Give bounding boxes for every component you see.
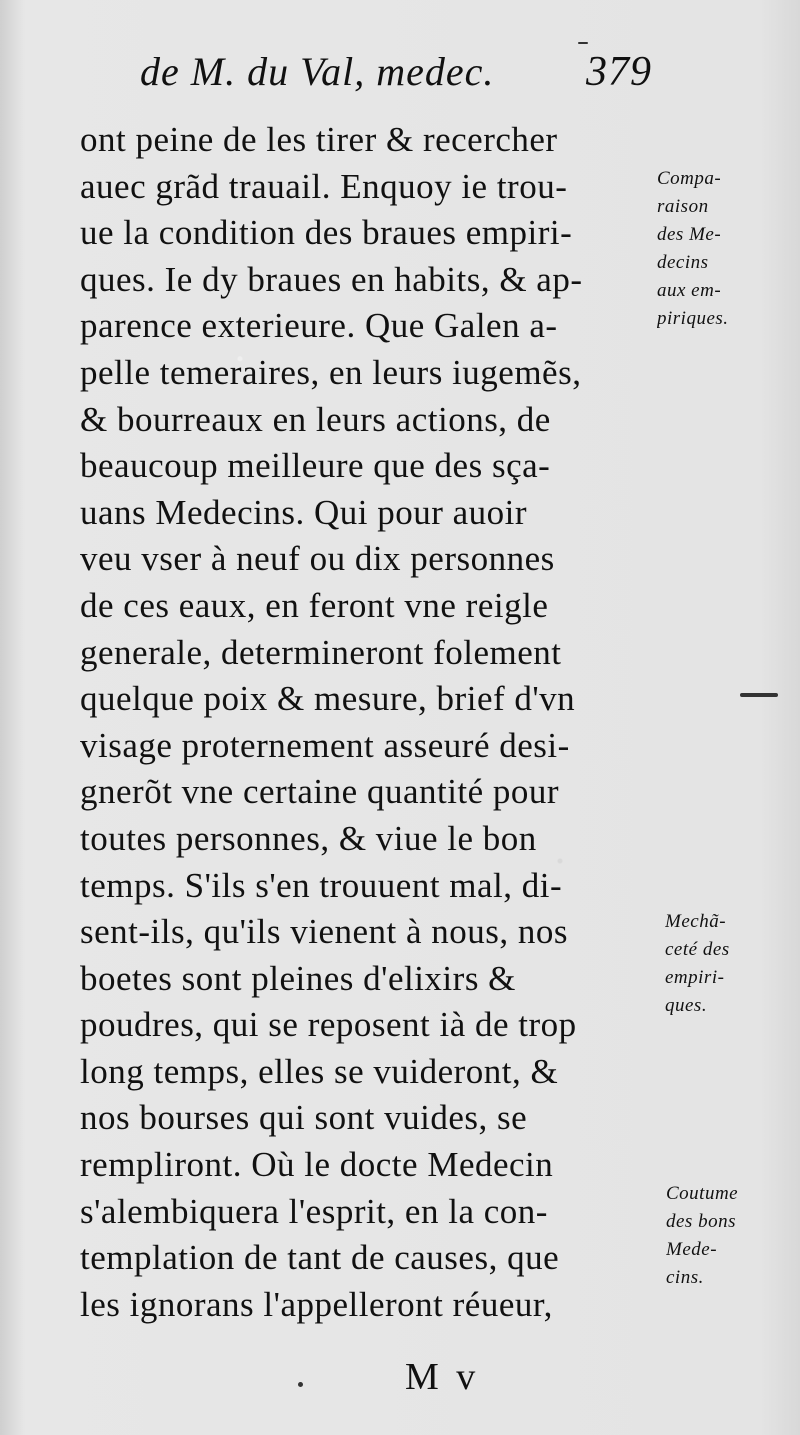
signature-mark: M v (405, 1356, 480, 1398)
text-line: nos bourses qui sont vuides, se (80, 1098, 528, 1138)
text-line: de ces eaux, en feront vne reigle (80, 585, 549, 625)
text-line: boetes sont pleines d'elixirs & (80, 958, 516, 998)
ink-mark (740, 693, 778, 697)
text-line: ue la condition des braues empiri- (80, 213, 573, 253)
margin-note-line: empiri- (665, 967, 725, 988)
ink-mark (578, 42, 588, 44)
text-line: pelle temeraires, en leurs iugemẽs, (80, 352, 582, 392)
margin-note-line: aux em- (657, 280, 722, 301)
text-line: & bourreaux en leurs actions, de (80, 399, 551, 439)
running-head: de M. du Val, medec. (140, 49, 495, 94)
text-line: toutes personnes, & viue le bon (80, 818, 537, 858)
text-line: ont peine de les tirer & recercher (80, 120, 558, 159)
margin-note-line: raison (657, 196, 709, 217)
text-line: veu vser à neuf ou dix personnes (80, 539, 555, 579)
text-line: temps. S'ils s'en trouuent mal, di- (80, 865, 563, 905)
text-line: quelque poix & mesure, brief d'vn (80, 679, 576, 719)
margin-note-line: piriques. (657, 308, 729, 329)
ink-dot (298, 1382, 303, 1387)
text-line: templation de tant de causes, que (80, 1238, 560, 1278)
margin-note-line: Compa- (657, 168, 722, 189)
text-line: les ignorans l'appelleront réueur, (80, 1284, 553, 1324)
margin-note-line: ceté des (665, 939, 730, 960)
margin-note-line: des Me- (657, 224, 722, 245)
page-number: 379 (586, 49, 652, 95)
text-line: visage proternement asseuré desi- (80, 725, 570, 765)
margin-note-mechancete (665, 908, 790, 1020)
text-line: s'alembiquera l'esprit, en la con- (80, 1191, 548, 1231)
text-line: rempliront. Où le docte Medecin (80, 1145, 554, 1185)
margin-note-coutume (666, 1180, 791, 1292)
text-line: ques. Ie dy braues en habits, & ap- (80, 259, 583, 299)
text-line: gnerõt vne certaine quantité pour (80, 772, 560, 812)
margin-note-line: Coutume (666, 1183, 739, 1204)
text-line: uans Medecins. Qui pour auoir (80, 492, 528, 532)
margin-note-line: ques. (665, 995, 708, 1016)
text-line: beaucoup meilleure que des sça- (80, 446, 551, 486)
margin-note-comparison (657, 165, 782, 333)
page-header (140, 48, 660, 104)
text-line: long temps, elles se vuideront, & (80, 1051, 559, 1091)
margin-note-line: Mechã- (665, 911, 727, 932)
margin-note-line: decins (657, 252, 709, 273)
text-line: auec grãd trauail. Enquoy ie trou- (80, 166, 568, 206)
text-line: parence exterieure. Que Galen a- (80, 306, 558, 346)
text-line: generale, determineront folement (80, 632, 562, 672)
main-text (80, 117, 670, 1328)
margin-note-line: cins. (666, 1267, 704, 1288)
margin-note-line: Mede- (666, 1239, 718, 1260)
margin-note-line: des bons (666, 1211, 736, 1232)
text-line: poudres, qui se reposent ià de trop (80, 1005, 577, 1045)
text-line: sent-ils, qu'ils vienent à nous, nos (80, 912, 569, 952)
